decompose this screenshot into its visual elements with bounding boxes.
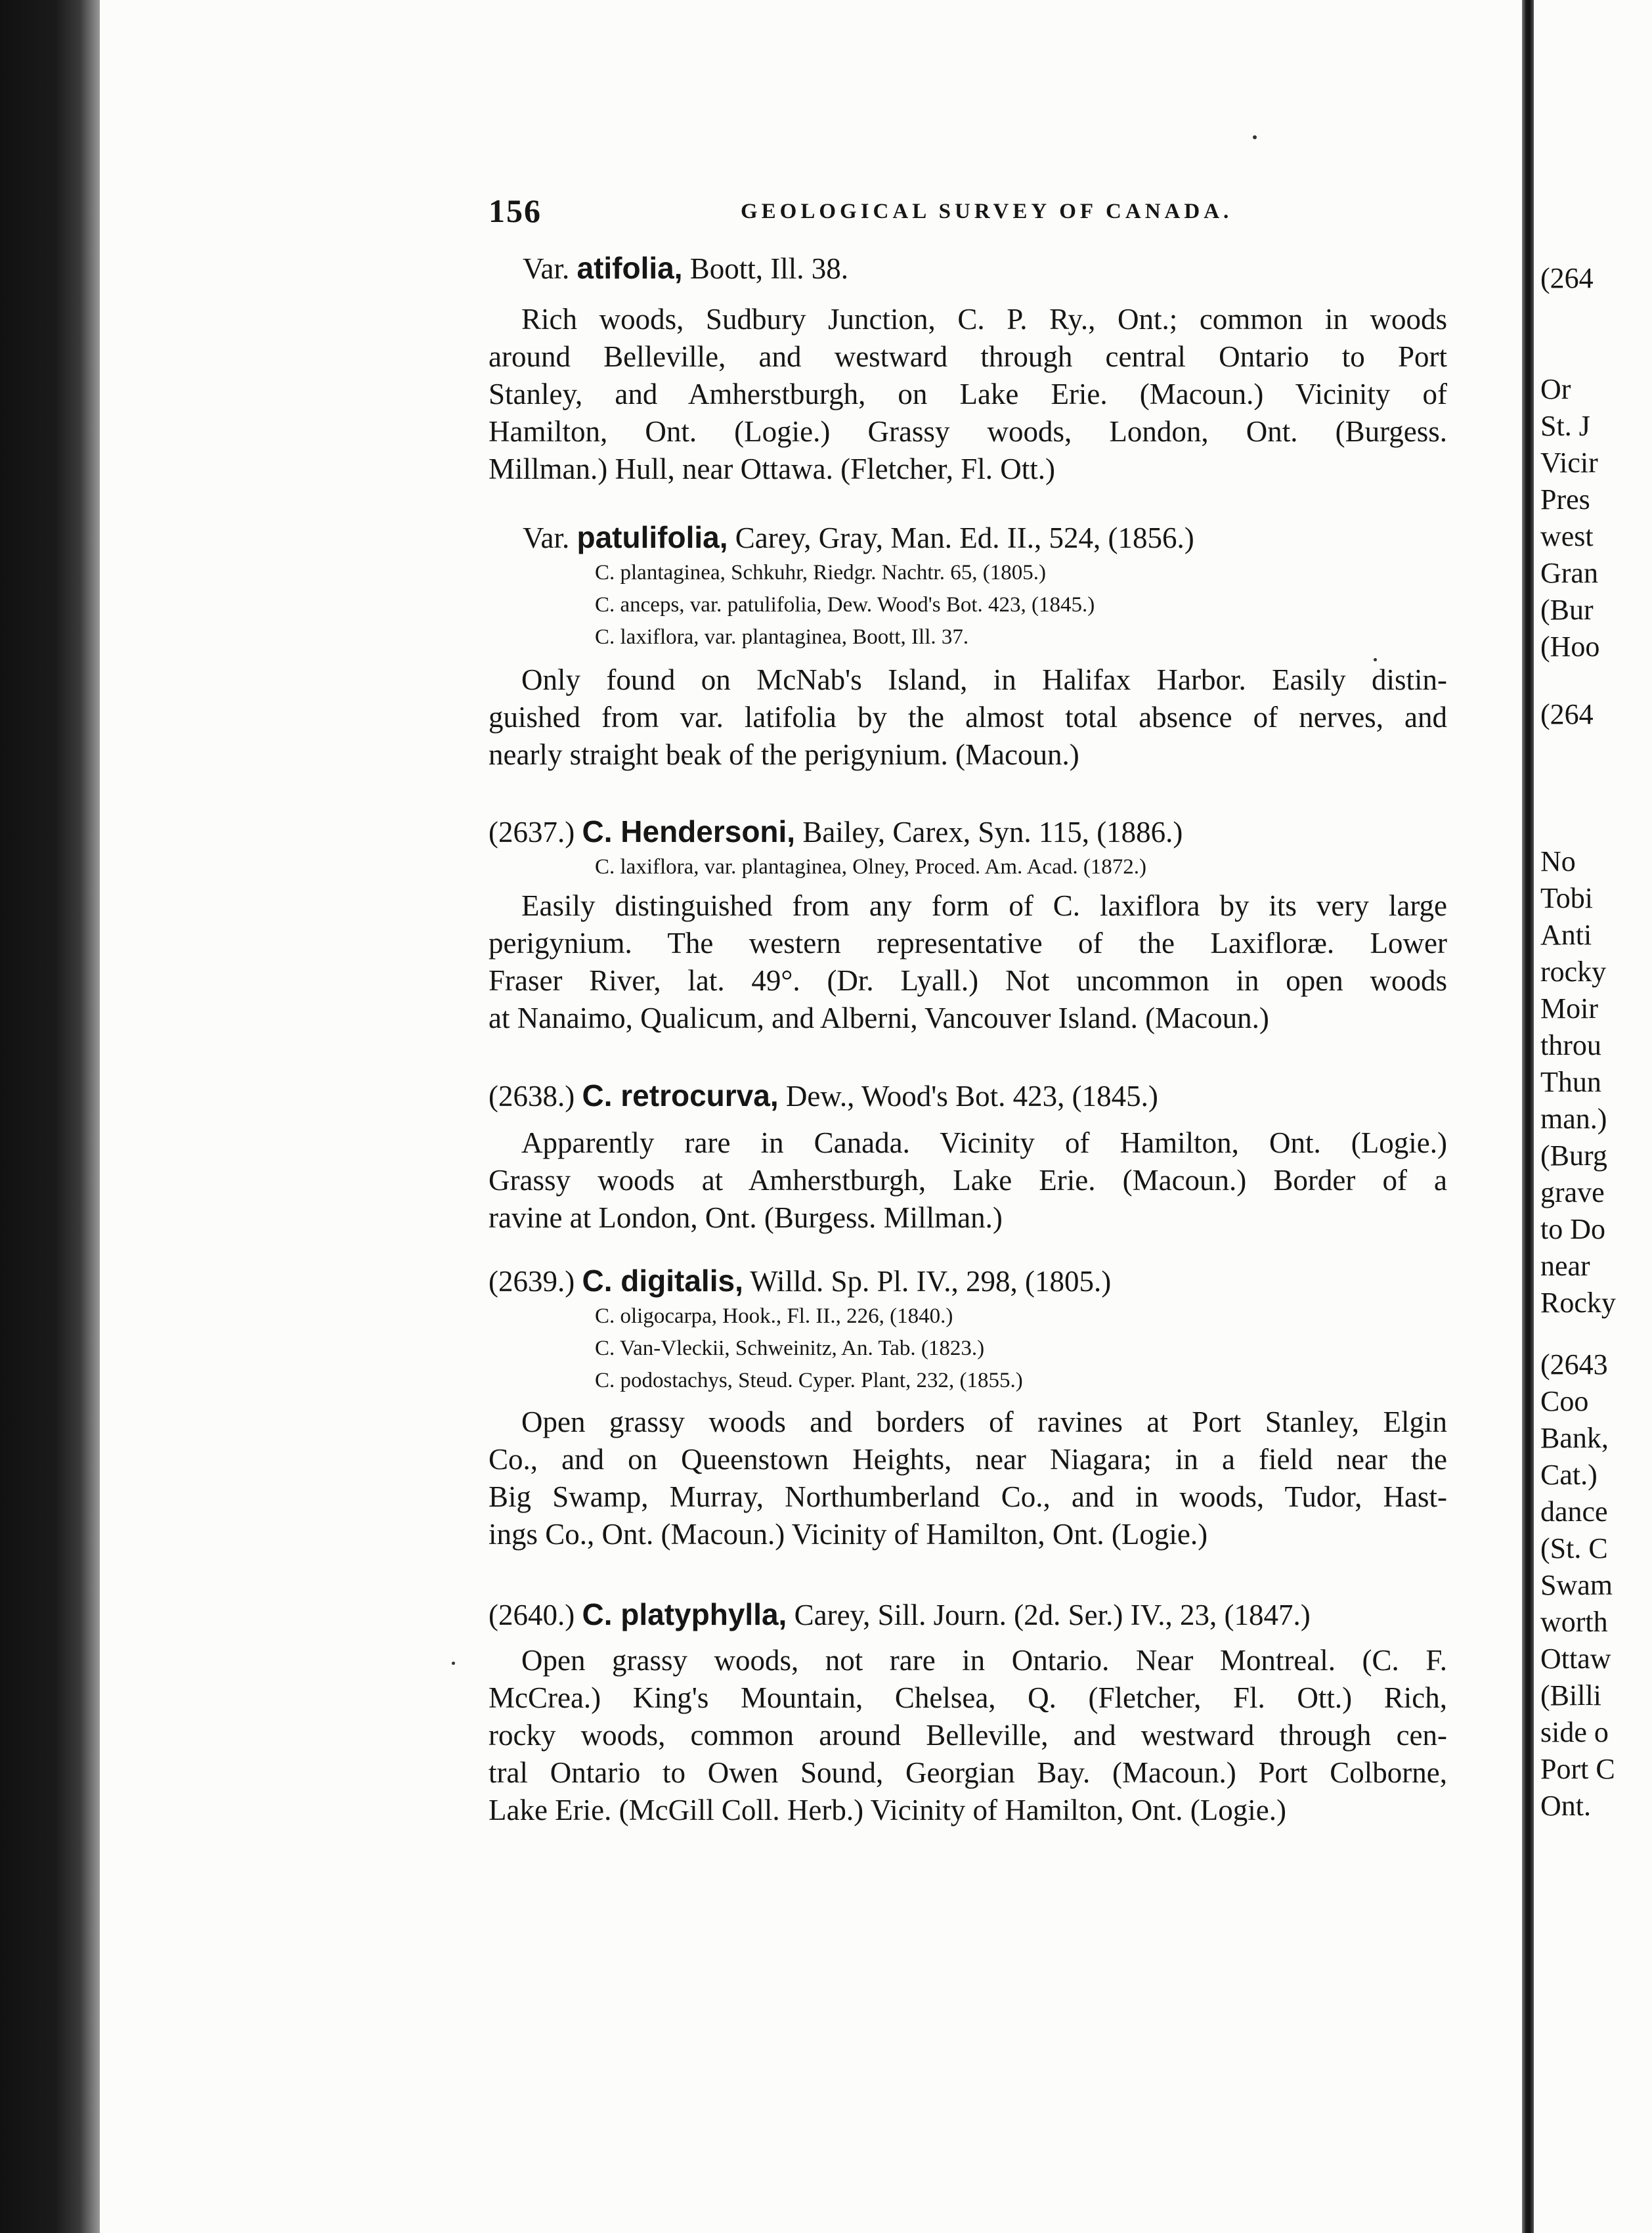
body-line: nearly straight beak of the perigynium. (Macoun.) xyxy=(489,738,1079,771)
body-line: Big Swamp, Murray, Northumberland Co., and in woods, Tudor, Hast- xyxy=(489,1480,1447,1513)
synonym-line: C. Van-Vleckii, Schweinitz, An. Tab. (1823.) xyxy=(595,1337,985,1360)
facing-page-line: Cat.) xyxy=(1540,1459,1598,1491)
body-line: Grassy woods at Amherstburgh, Lake Erie. (Macoun.) Border of a xyxy=(489,1164,1447,1197)
entry-prefix: Var. xyxy=(523,521,570,554)
body-line: Easily distinguished from any form of C. laxiflora by its very large xyxy=(521,889,1447,922)
book-gutter-left xyxy=(0,0,100,2233)
facing-page-line: Ottaw xyxy=(1540,1643,1611,1675)
body-line: guished from var. latifolia by the almost total absence of nerves, and xyxy=(489,701,1447,734)
body-line: rocky woods, common around Belleville, and westward through cen- xyxy=(489,1719,1447,1752)
body-line: Stanley, and Amherstburgh, on Lake Erie. (Macoun.) Vicinity of xyxy=(489,378,1447,410)
facing-page-line: worth xyxy=(1540,1606,1608,1638)
body-line: McCrea.) King's Mountain, Chelsea, Q. (Fletcher, Fl. Ott.) Rich, xyxy=(489,1681,1447,1714)
body-line: tral Ontario to Owen Sound, Georgian Bay. (Macoun.) Port Colborne, xyxy=(489,1756,1447,1789)
facing-page-line: grave xyxy=(1540,1176,1605,1208)
body-line: Open grassy woods, not rare in Ontario. Near Montreal. (C. F. xyxy=(521,1644,1447,1677)
facing-page-line: near xyxy=(1540,1250,1590,1282)
facing-page-line: (264 xyxy=(1540,698,1594,730)
synonym-line: C. laxiflora, var. plantaginea, Olney, Proced. Am. Acad. (1872.) xyxy=(595,855,1147,879)
facing-page-line: (Billi xyxy=(1540,1679,1601,1712)
facing-page-line: Anti xyxy=(1540,919,1592,951)
taxon-name: C. platyphylla, xyxy=(582,1597,787,1631)
facing-page-line: dance xyxy=(1540,1495,1608,1528)
facing-page-line: side o xyxy=(1540,1716,1609,1748)
facing-page-line: (264 xyxy=(1540,262,1594,294)
body-line: ings Co., Ont. (Macoun.) Vicinity of Hamilton, Ont. (Logie.) xyxy=(489,1518,1208,1551)
taxon-citation: Bailey, Carex, Syn. 115, (1886.) xyxy=(802,816,1183,849)
facing-page-line: (Hoo xyxy=(1540,630,1600,663)
book-gutter-center xyxy=(1522,0,1534,2233)
facing-page-line: No xyxy=(1540,845,1576,877)
taxon-name: C. retrocurva, xyxy=(582,1078,779,1113)
taxon-name: C. Hendersoni, xyxy=(582,814,796,849)
entry-heading xyxy=(489,519,1447,557)
body-line: ravine at London, Ont. (Burgess. Millman.) xyxy=(489,1201,1003,1234)
facing-page-line: Gran xyxy=(1540,557,1598,589)
facing-page-line: Swam xyxy=(1540,1569,1613,1601)
entry-2637-hendersoni xyxy=(489,813,1447,1037)
entry-number: (2640.) xyxy=(489,1599,575,1631)
facing-page-line: (St. C xyxy=(1540,1532,1608,1564)
entry-heading xyxy=(489,250,1447,288)
facing-page-line: throu xyxy=(1540,1029,1601,1061)
entry-prefix: Var. xyxy=(523,252,570,285)
body-line: Only found on McNab's Island, in Halifax Harbor. Easily distin- xyxy=(521,663,1447,696)
facing-page-line: man.) xyxy=(1540,1103,1607,1135)
taxon-name: C. digitalis, xyxy=(582,1264,743,1298)
body-line: Open grassy woods and borders of ravines at Port Stanley, Elgin xyxy=(521,1405,1447,1438)
taxon-name: patulifolia, xyxy=(576,520,728,554)
body-line: around Belleville, and westward through central Ontario to Port xyxy=(489,340,1447,373)
entry-heading xyxy=(489,1077,1447,1115)
entry-2640-platyphylla xyxy=(489,1596,1447,1829)
body-line: Rich woods, Sudbury Junction, C. P. Ry., Ont.; common in woods xyxy=(521,303,1447,336)
taxon-citation: Carey, Gray, Man. Ed. II., 524, (1856.) xyxy=(735,521,1194,554)
facing-page-line: Thun xyxy=(1540,1066,1601,1098)
print-speck xyxy=(1253,135,1257,139)
entry-number: (2637.) xyxy=(489,816,575,849)
synonym-line: C. podostachys, Steud. Cyper. Plant, 232, (1855.) xyxy=(595,1369,1023,1392)
facing-page-line: Or xyxy=(1540,373,1571,405)
taxon-citation: Dew., Wood's Bot. 423, (1845.) xyxy=(785,1080,1158,1113)
entry-var-latifolia xyxy=(489,250,1447,488)
body-line: Millman.) Hull, near Ottawa. (Fletcher, Fl. Ott.) xyxy=(489,453,1055,485)
facing-page-line: west xyxy=(1540,520,1594,552)
synonym-line: C. laxiflora, var. plantaginea, Boott, Ill. 37. xyxy=(595,625,969,649)
facing-page-line: Ont. xyxy=(1540,1790,1591,1822)
entry-var-patulifolia xyxy=(489,519,1447,774)
body-line: at Nanaimo, Qualicum, and Alberni, Vancouver Island. (Macoun.) xyxy=(489,1002,1269,1034)
entry-heading xyxy=(489,1262,1447,1300)
entry-2639-digitalis xyxy=(489,1262,1447,1553)
body-line: Co., and on Queenstown Heights, near Niagara; in a field near the xyxy=(489,1443,1447,1476)
body-line: perigynium. The western representative of the Laxifloræ. Lower xyxy=(489,927,1447,960)
entry-heading xyxy=(489,1596,1447,1634)
page-header xyxy=(489,192,1447,238)
facing-page-line: (2643 xyxy=(1540,1348,1608,1381)
facing-page-line: Tobi xyxy=(1540,882,1594,914)
entry-number: (2639.) xyxy=(489,1265,575,1298)
facing-page-line: Port C xyxy=(1540,1753,1615,1785)
body-line: Hamilton, Ont. (Logie.) Grassy woods, London, Ont. (Burgess. xyxy=(489,415,1447,448)
facing-page-line: (Bur xyxy=(1540,594,1594,626)
facing-page-line: (Burg xyxy=(1540,1139,1607,1172)
facing-page-line: Bank, xyxy=(1540,1422,1609,1454)
entry-2638-retrocurva xyxy=(489,1077,1447,1237)
facing-page-line: to Do xyxy=(1540,1213,1605,1245)
facing-page-line: rocky xyxy=(1540,956,1607,988)
running-head: GEOLOGICAL SURVEY OF CANADA. xyxy=(741,200,1233,223)
synonym-line: C. oligocarpa, Hook., Fl. II., 226, (1840.) xyxy=(595,1304,953,1328)
entry-number: (2638.) xyxy=(489,1080,575,1113)
facing-page-line: Rocky xyxy=(1540,1287,1616,1319)
facing-page-line: Vicir xyxy=(1540,447,1598,479)
page-number: 156 xyxy=(489,192,542,229)
facing-page-fragment xyxy=(1534,0,1652,2233)
facing-page-line: St. J xyxy=(1540,410,1590,442)
entry-heading xyxy=(489,813,1447,851)
body-line: Apparently rare in Canada. Vicinity of Hamilton, Ont. (Logie.) xyxy=(521,1126,1447,1159)
taxon-citation: Boott, Ill. 38. xyxy=(689,252,849,285)
print-speck xyxy=(452,1662,455,1665)
taxon-citation: Willd. Sp. Pl. IV., 298, (1805.) xyxy=(750,1265,1112,1298)
synonym-line: C. anceps, var. patulifolia, Dew. Wood's Bot. 423, (1845.) xyxy=(595,593,1095,617)
facing-page-line: Coo xyxy=(1540,1385,1589,1417)
taxon-citation: Carey, Sill. Journ. (2d. Ser.) IV., 23, (1847.) xyxy=(794,1599,1311,1631)
synonym-line: C. plantaginea, Schkuhr, Riedgr. Nachtr. 65, (1805.) xyxy=(595,561,1046,585)
taxon-name: atifolia, xyxy=(576,251,683,285)
body-line: Lake Erie. (McGill Coll. Herb.) Vicinity of Hamilton, Ont. (Logie.) xyxy=(489,1794,1286,1826)
body-line: Fraser River, lat. 49°. (Dr. Lyall.) Not uncommon in open woods xyxy=(489,964,1447,997)
facing-page-line: Pres xyxy=(1540,483,1590,516)
facing-page-line: Moir xyxy=(1540,992,1598,1025)
